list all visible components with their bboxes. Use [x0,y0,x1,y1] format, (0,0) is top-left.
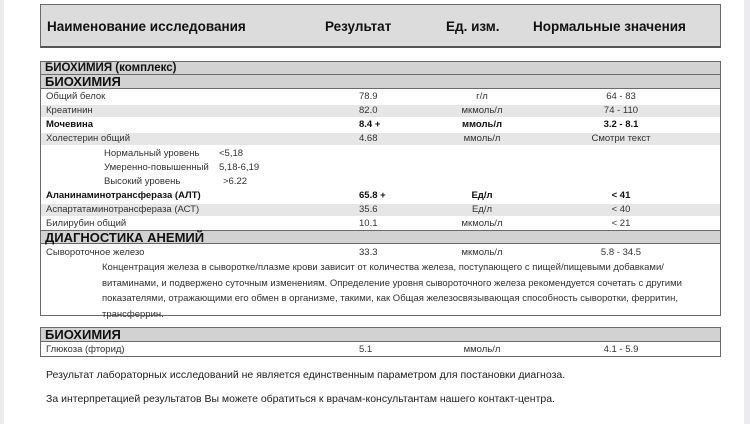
level-label: Нормальный уровень [104,148,200,159]
test-norm: 3.2 - 8.1 [603,119,639,130]
test-result: 8.4 + [359,119,381,130]
level-value: 5,18-6,19 [219,162,260,173]
test-name: Холестерин общий [46,133,131,144]
test-norm: Смотри текст [591,133,651,144]
test-unit: ммоль/л [461,119,503,130]
test-unit: мкмоль/л [461,218,503,229]
test-unit: Ед/л [471,190,493,201]
test-result: 35.6 [359,204,378,215]
test-result: 4.68 [359,133,378,144]
test-result: 10.1 [359,218,378,229]
table-row [41,105,720,117]
header-unit: Ед. изм. [446,19,500,34]
section-title-biochemistry: БИОХИМИЯ [41,75,720,89]
test-unit: мкмоль/л [461,105,503,116]
test-norm: 5.8 - 34.5 [600,247,642,258]
level-value: <5,18 [219,148,244,159]
right-page-margin [744,0,750,424]
table-header [40,4,721,48]
table-row [41,204,720,216]
test-result: 82.0 [359,105,378,116]
test-norm: < 40 [611,204,631,215]
test-name: Сывороточное железо [46,247,145,258]
test-unit: ммоль/л [463,133,501,144]
test-unit: г/л [476,91,488,102]
level-label: Умеренно-повышенный [104,162,209,173]
section-title-biochemistry: БИОХИМИЯ [41,328,720,342]
lab-report-page [4,0,744,424]
test-result: 33.3 [359,247,378,258]
biochemistry-table [40,327,721,357]
test-norm: 4.1 - 5.9 [603,344,639,355]
table-row [41,91,720,103]
test-name: Креатинин [46,105,93,116]
header-result: Результат [325,19,392,34]
iron-note: Концентрация железа в сыворотке/плазме крови зависит от количества железа, поступающего с пищей/пищевыми добавками/витаминами, и подвержено суточным изменениям. Определение уровня сывороточного железа рекомендуется сочетать с другими показателями, отражающими его обмен в организме, такими, как Общая железосвязывающая способность сыворотки, ферритин, трансферрин. [102,262,682,320]
test-unit: мкмоль/л [461,247,503,258]
test-name: Аспартатаминотрансфераза (АСТ) [46,204,200,215]
table-row [41,190,720,202]
test-norm: 64 - 83 [606,91,636,102]
test-unit: ммоль/л [463,344,501,355]
test-name: Общий белок [46,91,106,102]
test-norm: < 41 [611,190,631,201]
test-unit: Ед/л [471,204,493,215]
biochemistry-complex-table [40,61,721,320]
table-row [41,344,720,356]
table-row [41,133,720,145]
table-row [41,247,720,259]
table-row [41,218,720,230]
header-normal-values: Нормальные значения [533,19,686,34]
test-result: 5.1 [359,344,373,355]
test-result: 65.8 + [359,190,386,201]
level-label: Высокий уровень [104,176,181,187]
contact-center-text: За интерпретацией результатов Вы можете обратиться к врачам-консультантам нашего контакт-центра. [46,393,555,405]
header-test-name: Наименование исследования [47,19,246,34]
section-title-anemia: ДИАГНОСТИКА АНЕМИЙ [41,230,720,244]
test-name: Глюкоза (фторид) [46,344,125,355]
test-name: Аланинаминотрансфераза (АЛТ) [46,190,201,201]
level-value: >6.22 [223,176,248,187]
disclaimer-text: Результат лабораторных исследований не является единственным параметром для постановки диагноза. [46,369,566,381]
panel-title: БИОХИМИЯ (комплекс) [41,62,720,75]
test-name: Мочевина [46,119,93,130]
table-row [41,119,720,131]
test-name: Билирубин общий [46,218,127,229]
test-norm: 74 - 110 [603,105,639,116]
test-result: 78.9 [359,91,378,102]
test-norm: < 21 [611,218,631,229]
